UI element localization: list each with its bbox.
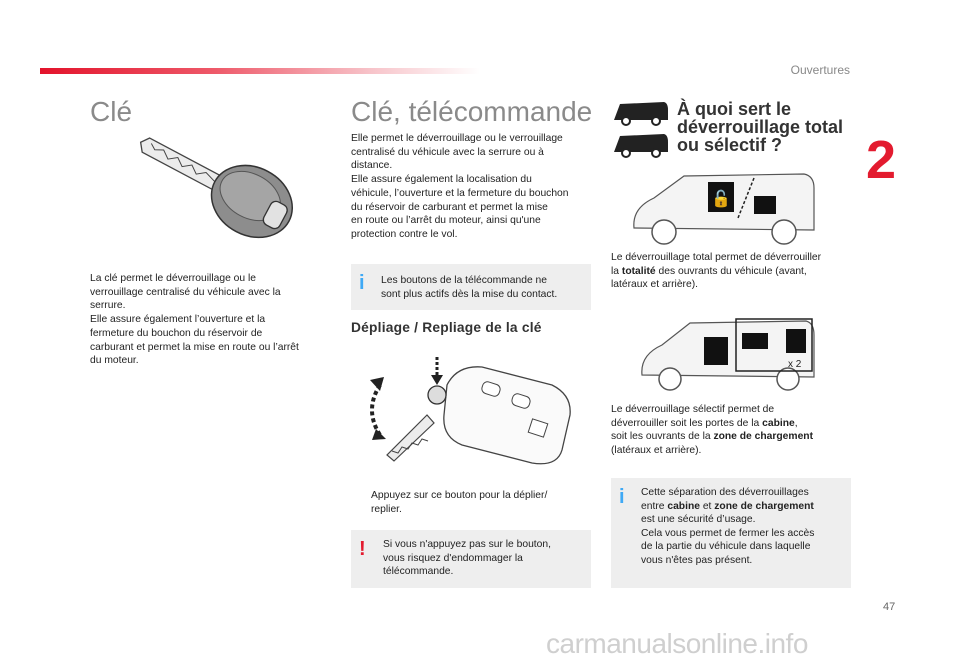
col2-title: Clé, télécommande bbox=[351, 96, 593, 127]
col3-title bbox=[677, 100, 843, 154]
text-run: entre bbox=[641, 500, 668, 512]
subtitle-folding: Dépliage / Repliage de la clé bbox=[351, 320, 542, 335]
col2-line: en route ou l’arrêt du moteur, ainsi qu'une bbox=[351, 215, 541, 227]
warning-note-text bbox=[383, 538, 551, 579]
watermark: carmanualsonline.info bbox=[546, 628, 808, 659]
col1-body bbox=[90, 272, 330, 368]
text-run-bold: zone de chargement bbox=[714, 500, 814, 512]
van-total-unlock-illustration bbox=[624, 168, 824, 248]
total-line: latéraux et arrière). bbox=[611, 279, 698, 291]
page-number: 47 bbox=[883, 601, 896, 613]
text-run: , bbox=[794, 417, 798, 429]
col2-body bbox=[351, 132, 596, 242]
info-note-remote bbox=[351, 264, 591, 310]
col1-line: verrouillage centralisé du véhicule avec la bbox=[90, 286, 281, 298]
note-line: vous n'êtes pas présent. bbox=[641, 554, 753, 566]
warning-note bbox=[351, 530, 591, 588]
col2-line: distance. bbox=[351, 160, 393, 172]
sel-line: Le déverrouillage sélectif permet de bbox=[611, 404, 775, 415]
text-run-bold: totalité bbox=[621, 265, 656, 277]
col2-line: véhicule, l’ouverture et la fermeture du bouchon bbox=[351, 187, 569, 199]
text-run-bold: cabine bbox=[667, 500, 700, 512]
info-note-text bbox=[381, 274, 557, 301]
col2-line: Elle assure également la localisation du bbox=[351, 174, 532, 186]
note-line: Les boutons de la télécommande ne bbox=[381, 275, 548, 286]
section-title: Ouvertures bbox=[790, 63, 850, 77]
note-line: Cette séparation des déverrouillages bbox=[641, 487, 809, 498]
col2-line: du réservoir de carburant et permet la mise bbox=[351, 201, 548, 213]
col1-line: carburant et permet la mise en route ou l’arrêt bbox=[90, 341, 299, 353]
sel-line bbox=[611, 430, 856, 444]
col3-title-line: déverrouillage total bbox=[677, 117, 844, 137]
col2-line: Elle permet le déverrouillage ou le verrouillage bbox=[351, 133, 563, 144]
text-run: soit les ouvrants de la bbox=[611, 431, 714, 443]
col1-line: du moteur. bbox=[90, 355, 139, 367]
col2-line: centralisé du véhicule avec la serrure ou à bbox=[351, 146, 544, 158]
info-icon: i bbox=[359, 272, 365, 294]
col1-line: Elle assure également l’ouverture et la bbox=[90, 314, 266, 326]
col3-title-line: À quoi sert le bbox=[677, 99, 792, 119]
remote-key-illustration bbox=[362, 355, 582, 470]
info-note-separation bbox=[611, 478, 851, 588]
note-line: vous risquez d'endommager la bbox=[383, 552, 523, 564]
total-line bbox=[611, 265, 856, 279]
info-note-text bbox=[641, 486, 814, 568]
col3-title-line: ou sélectif ? bbox=[677, 135, 783, 155]
col1-line: La clé permet le déverrouillage ou le bbox=[90, 273, 256, 284]
note-line: de la partie du véhicule dans laquelle bbox=[641, 541, 811, 553]
col1-line: serrure. bbox=[90, 300, 126, 312]
note-line: sont plus actifs dès la mise du contact. bbox=[381, 288, 558, 300]
col1-title: Clé bbox=[90, 96, 133, 127]
text-run: et bbox=[699, 500, 715, 512]
warning-icon: ! bbox=[359, 538, 366, 560]
bullet-press-button bbox=[351, 489, 591, 516]
selective-unlock-text bbox=[611, 403, 856, 458]
svg-text:🔓: 🔓 bbox=[711, 189, 731, 208]
info-icon: i bbox=[619, 486, 625, 508]
key-illustration bbox=[118, 135, 308, 265]
bullet-line: replier. bbox=[371, 503, 402, 515]
van-selective-unlock-illustration bbox=[636, 315, 816, 395]
x2-label: x 2 bbox=[788, 359, 802, 370]
col2-line: protection contre le vol. bbox=[351, 228, 458, 240]
text-run: des ouvrants du véhicule (avant, bbox=[655, 265, 807, 277]
note-line: télécommande. bbox=[383, 566, 454, 578]
text-run: la bbox=[611, 265, 622, 277]
chapter-number: 2 bbox=[866, 130, 897, 190]
note-line bbox=[641, 500, 814, 514]
text-run-bold: cabine bbox=[762, 417, 795, 429]
van-icons bbox=[612, 98, 670, 160]
note-line: est une sécurité d’usage. bbox=[641, 514, 756, 526]
col1-line: fermeture du bouchon du réservoir de bbox=[90, 327, 263, 339]
text-run-bold: zone de chargement bbox=[713, 431, 814, 443]
sel-line: (latéraux et arrière). bbox=[611, 445, 702, 457]
text-run: déverrouiller soit les portes de la bbox=[611, 417, 763, 429]
bullet-line: Appuyez sur ce bouton pour la déplier/ bbox=[371, 490, 548, 501]
total-line: Le déverrouillage total permet de déverrouiller bbox=[611, 252, 822, 263]
total-unlock-text bbox=[611, 251, 856, 292]
header-rule bbox=[40, 68, 480, 74]
note-line: Si vous n'appuyez pas sur le bouton, bbox=[383, 539, 551, 550]
note-line: Cela vous permet de fermer les accès bbox=[641, 527, 815, 539]
sel-line bbox=[611, 417, 856, 431]
